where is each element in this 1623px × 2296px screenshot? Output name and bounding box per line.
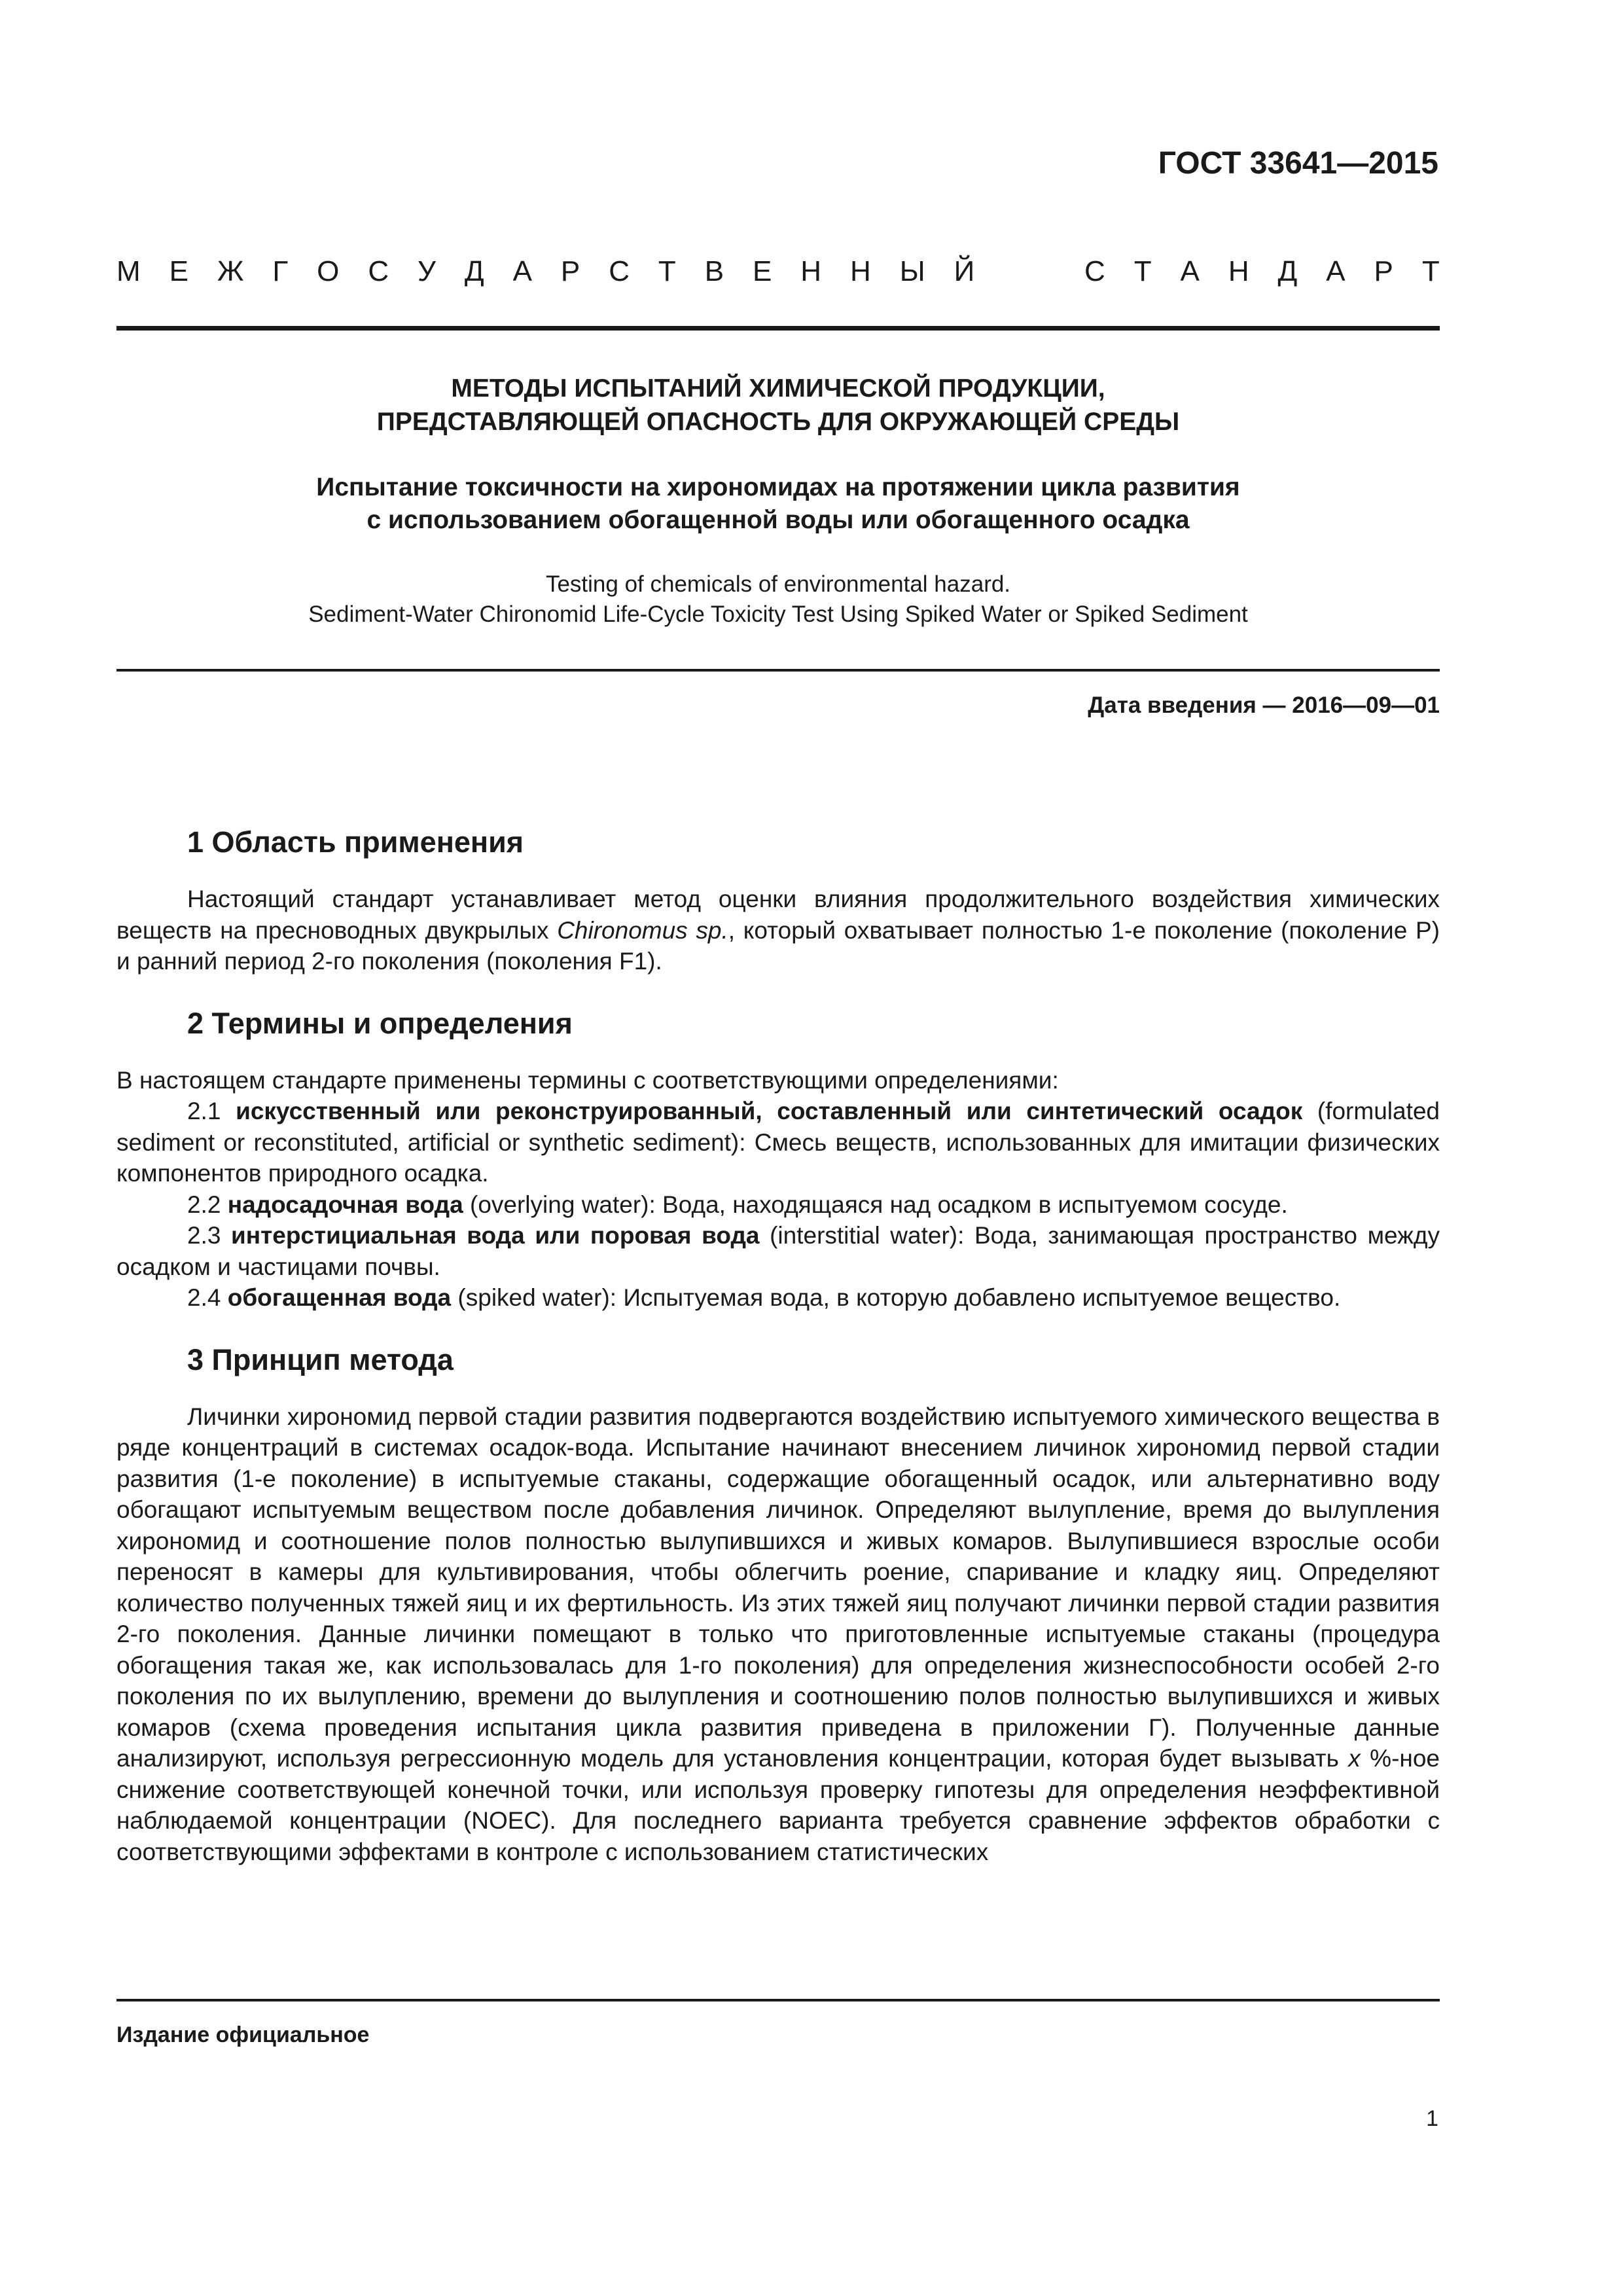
section-1-italic: Chironomus sp.: [557, 916, 728, 944]
term-name: надосадочная вода: [227, 1191, 463, 1218]
standard-type-letter: Е: [753, 255, 772, 287]
standard-type-letter: С: [1084, 255, 1105, 287]
footer-rule: [116, 1999, 1440, 2001]
standard-type-letter: Й: [954, 255, 975, 287]
term-2-3: [116, 1220, 1440, 1282]
standard-type-letter: Т: [1421, 255, 1440, 287]
term-2-4: [116, 1282, 1440, 1314]
section-3-heading: 3 Принцип метода: [187, 1342, 454, 1376]
standard-type-letter: Г: [272, 255, 289, 287]
standard-type-letter: Д: [1277, 255, 1298, 287]
standard-type-letter: Н: [849, 255, 871, 287]
main-title-line-2: ПРЕДСТАВЛЯЮЩЕЙ ОПАСНОСТЬ ДЛЯ ОКРУЖАЮЩЕЙ СРЕДЫ: [376, 408, 1180, 436]
title-rule: [116, 669, 1440, 672]
standard-type-letter: У: [418, 255, 436, 287]
body-text: [116, 825, 1440, 1867]
english-title-line-1: Testing of chemicals of environmental hazard.: [545, 571, 1011, 597]
term-number: 2.3: [187, 1222, 232, 1249]
standard-type-letter: Д: [464, 255, 484, 287]
standard-type-letter: Т: [1133, 255, 1152, 287]
standard-type-letter: Е: [169, 255, 188, 287]
main-title: [116, 372, 1440, 439]
term-definition: (spiked water): Испытуемая вода, в которую добавлено испытуемое вещество.: [451, 1284, 1341, 1311]
term-definition: (overlying water): Вода, находящаяся над осадком в испытуемом сосуде.: [463, 1191, 1288, 1218]
official-edition-label: Издание официальное: [116, 2022, 370, 2047]
page-number: 1: [1426, 2106, 1438, 2131]
sub-title: [116, 471, 1440, 537]
english-title: [116, 569, 1440, 630]
standard-type-letter: Р: [560, 255, 580, 287]
standard-type-letter: М: [116, 255, 141, 287]
term-definition: (interstitial water): Вода, занимающая пространство между осадком и частицами почвы.: [116, 1222, 1440, 1280]
standard-type-letter: Ы: [899, 255, 925, 287]
sub-title-line-2: с использованием обогащенной воды или обогащенного осадка: [366, 506, 1190, 534]
gost-number: ГОСТ 33641—2015: [1158, 146, 1438, 181]
standard-type-letter: Т: [658, 255, 676, 287]
section-2-heading: 2 Термины и определения: [187, 1006, 573, 1040]
term-name: искусственный или реконструированный, составленный или синтетический осадок: [236, 1098, 1303, 1124]
standard-type-letter: А: [1180, 255, 1200, 287]
section-3-italic: x: [1348, 1745, 1361, 1772]
header-rule: [116, 326, 1440, 331]
sub-title-line-1: Испытание токсичности на хирономидах на протяжении цикла развития: [316, 473, 1240, 501]
term-number: 2.4: [187, 1284, 228, 1311]
term-number: 2.2: [187, 1191, 228, 1218]
standard-type-letter: Р: [1374, 255, 1393, 287]
section-1-paragraph: [116, 884, 1440, 977]
standard-type-letter: А: [1326, 255, 1346, 287]
main-title-line-1: МЕТОДЫ ИСПЫТАНИЙ ХИМИЧЕСКОЙ ПРОДУКЦИИ,: [451, 374, 1105, 403]
term-name: интерстициальная вода или поровая вода: [231, 1222, 760, 1249]
english-title-line-2: Sediment-Water Chironomid Life-Cycle Toxicity Test Using Spiked Water or Spiked Sediment: [308, 601, 1248, 627]
section-3-paragraph: [116, 1401, 1440, 1868]
section-1-heading: 1 Область применения: [187, 825, 524, 859]
term-definition: (formulated sediment or reconstituted, artificial or synthetic sediment): Смесь веществ, использованных для имитации физических компонентов природного осадка.: [116, 1098, 1440, 1187]
term-2-1: [116, 1096, 1440, 1189]
standard-type-letter: А: [512, 255, 532, 287]
standard-type-letter: Н: [1228, 255, 1249, 287]
section-1-text-a: Настоящий стандарт устанавливает метод оценки влияния продолжительного воздействия химических веществ на пресноводных двукрылых: [116, 886, 1440, 944]
section-1-text-b: , который охватывает полностью 1-е поколение (поколение Р) и ранний период 2-го поколения (поколения F1).: [116, 916, 1440, 975]
standard-type-letter: С: [368, 255, 389, 287]
standard-type-letter: О: [317, 255, 340, 287]
standard-type-letter: Н: [800, 255, 822, 287]
word-gap: [1003, 255, 1056, 288]
term-name: обогащенная вода: [227, 1284, 452, 1311]
term-number: 2.1: [187, 1098, 236, 1124]
term-2-2: [116, 1189, 1440, 1221]
intro-date: Дата введения — 2016—09—01: [1088, 692, 1440, 718]
standard-type-letter: В: [704, 255, 724, 287]
standard-type-letter: Ж: [217, 255, 244, 287]
section-3-text-a: Личинки хирономид первой стадии развития подвергаются воздействию испытуемого химического вещества в ряде концентраций в системах осадок-вода. Испытание начинают внесением личинок хирономид первой стадии развития (1-е поколение) в испытуемые стаканы, содержащие обогащенный осадок, или альтернативно воду обогащают испытуемым веществом после добавления личинок. Определяют вылупление, время до вылупления хирономид и соотношение полов полностью вылупившихся и живых комаров. Вылупившиеся взрослые особи переносят в камеры для культивирования, чтобы облегчить роение, спаривание и кладку яиц. Определяют количество полученных тяжей яиц и их фертильность. Из этих тяжей яиц получают личинки первой стадии развития 2-го поколения. Данные личинки помещают в только что приготовленные испытуемые стаканы (процедура обогащения такая же, как использовалась для 1-го поколения) для определения жизнеспособности особей 2-го поколения по их вылуплению, времени до вылупления и соотношению полов полностью вылупившихся и живых комаров (схема проведения испытания цикла развития приведена в приложении Г). Полученные данные анализируют, используя регрессионную модель для установления концентрации, которая будет вызывать: [116, 1403, 1440, 1772]
section-2-intro: В настоящем стандарте применены термины с соответствующими определениями:: [116, 1066, 1059, 1094]
standard-type-letter: С: [609, 255, 630, 287]
section-3-text-b: %-ное снижение соответствующей конечной точки, или используя проверку гипотезы для определения неэффективной наблюдаемой концентрации (NOEC). Для последнего варианта требуется сравнение эффектов обработки с соответствующими эффектами в контроле с использованием статистических: [116, 1745, 1440, 1865]
standard-type-line: [116, 255, 1440, 288]
